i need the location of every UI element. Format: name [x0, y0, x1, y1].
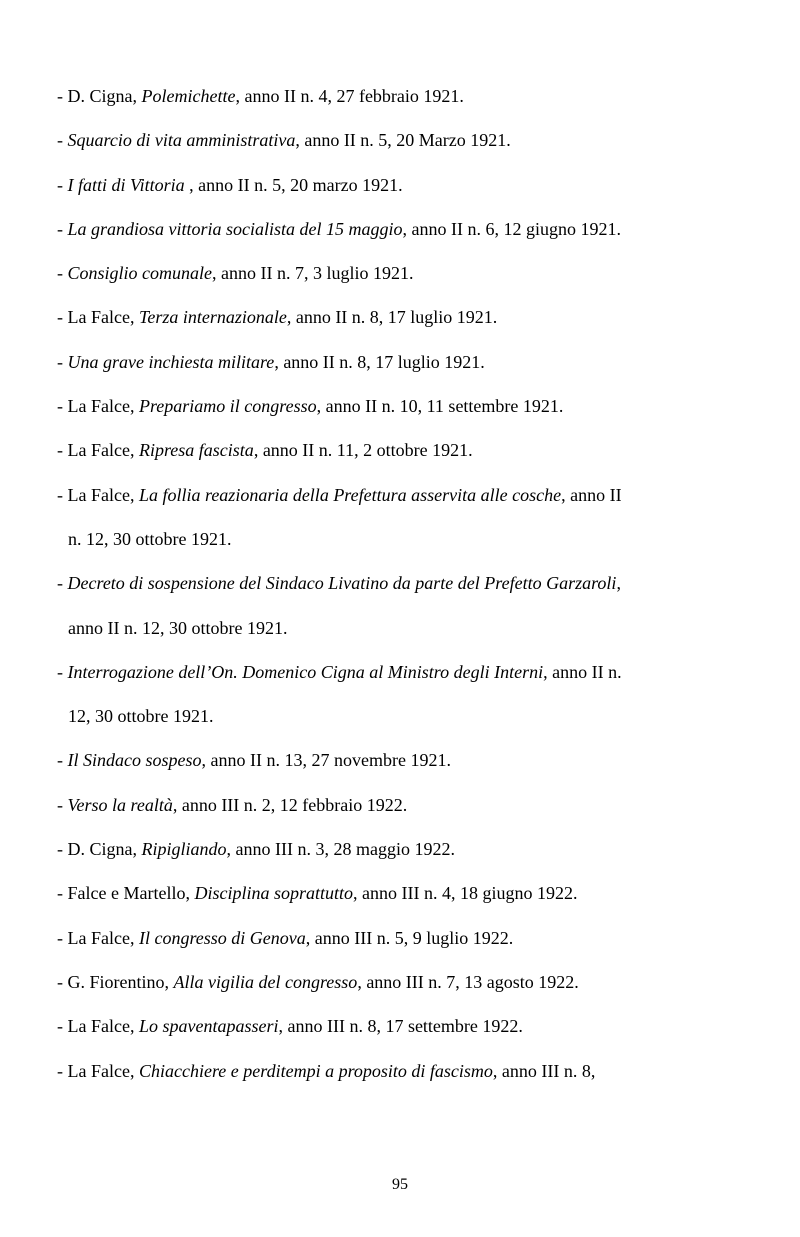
bibliography-line: - La Falce, Ripresa fascista, anno II n. 11, 2 ottobre 1921.: [57, 440, 473, 461]
bibliography-line: - I fatti di Vittoria , anno II n. 5, 20 marzo 1921.: [57, 174, 403, 195]
bibliography-line: - Decreto di sospensione del Sindaco Livatino da parte del Prefetto Garzaroli,: [57, 573, 621, 594]
bibliography-list: [57, 81, 747, 1100]
bibliography-line-continuation: 12, 30 ottobre 1921.: [68, 706, 214, 727]
bibliography-line: - Il Sindaco sospeso, anno II n. 13, 27 novembre 1921.: [57, 750, 451, 771]
bibliography-line: - La Falce, Terza internazionale, anno II n. 8, 17 luglio 1921.: [57, 307, 498, 328]
bibliography-line: - Verso la realtà, anno III n. 2, 12 febbraio 1922.: [57, 794, 408, 815]
bibliography-line: - Interrogazione dell’On. Domenico Cigna al Ministro degli Interni, anno II n.: [57, 661, 622, 682]
bibliography-line: - La Falce, Il congresso di Genova, anno III n. 5, 9 luglio 1922.: [57, 927, 514, 948]
bibliography-line: - La Falce, Prepariamo il congresso, anno II n. 10, 11 settembre 1921.: [57, 396, 564, 417]
bibliography-line: - Falce e Martello, Disciplina soprattutto, anno III n. 4, 18 giugno 1922.: [57, 883, 578, 904]
bibliography-line: - La Falce, Lo spaventapasseri, anno III n. 8, 17 settembre 1922.: [57, 1016, 523, 1037]
bibliography-line: - D. Cigna, Polemichette, anno II n. 4, 27 febbraio 1921.: [57, 86, 464, 106]
bibliography-line: - G. Fiorentino, Alla vigilia del congresso, anno III n. 7, 13 agosto 1922.: [57, 971, 579, 992]
bibliography-line: - Una grave inchiesta militare, anno II n. 8, 17 luglio 1921.: [57, 351, 485, 372]
page-number: 95: [392, 1176, 408, 1193]
bibliography-line: - Squarcio di vita amministrativa, anno II n. 5, 20 Marzo 1921.: [57, 130, 511, 151]
bibliography-line: - D. Cigna, Ripigliando, anno III n. 3, 28 maggio 1922.: [57, 839, 455, 860]
bibliography-line-continuation: anno II n. 12, 30 ottobre 1921.: [68, 617, 288, 638]
bibliography-line: - La grandiosa vittoria socialista del 15 maggio, anno II n. 6, 12 giugno 1921.: [57, 218, 621, 239]
bibliography-line: - La Falce, La follia reazionaria della Prefettura asservita alle cosche, anno II: [57, 484, 622, 505]
bibliography-line-continuation: n. 12, 30 ottobre 1921.: [68, 528, 232, 549]
bibliography-line: - La Falce, Chiacchiere e perditempi a proposito di fascismo, anno III n. 8,: [57, 1060, 596, 1081]
bibliography-line: - Consiglio comunale, anno II n. 7, 3 luglio 1921.: [57, 263, 414, 284]
